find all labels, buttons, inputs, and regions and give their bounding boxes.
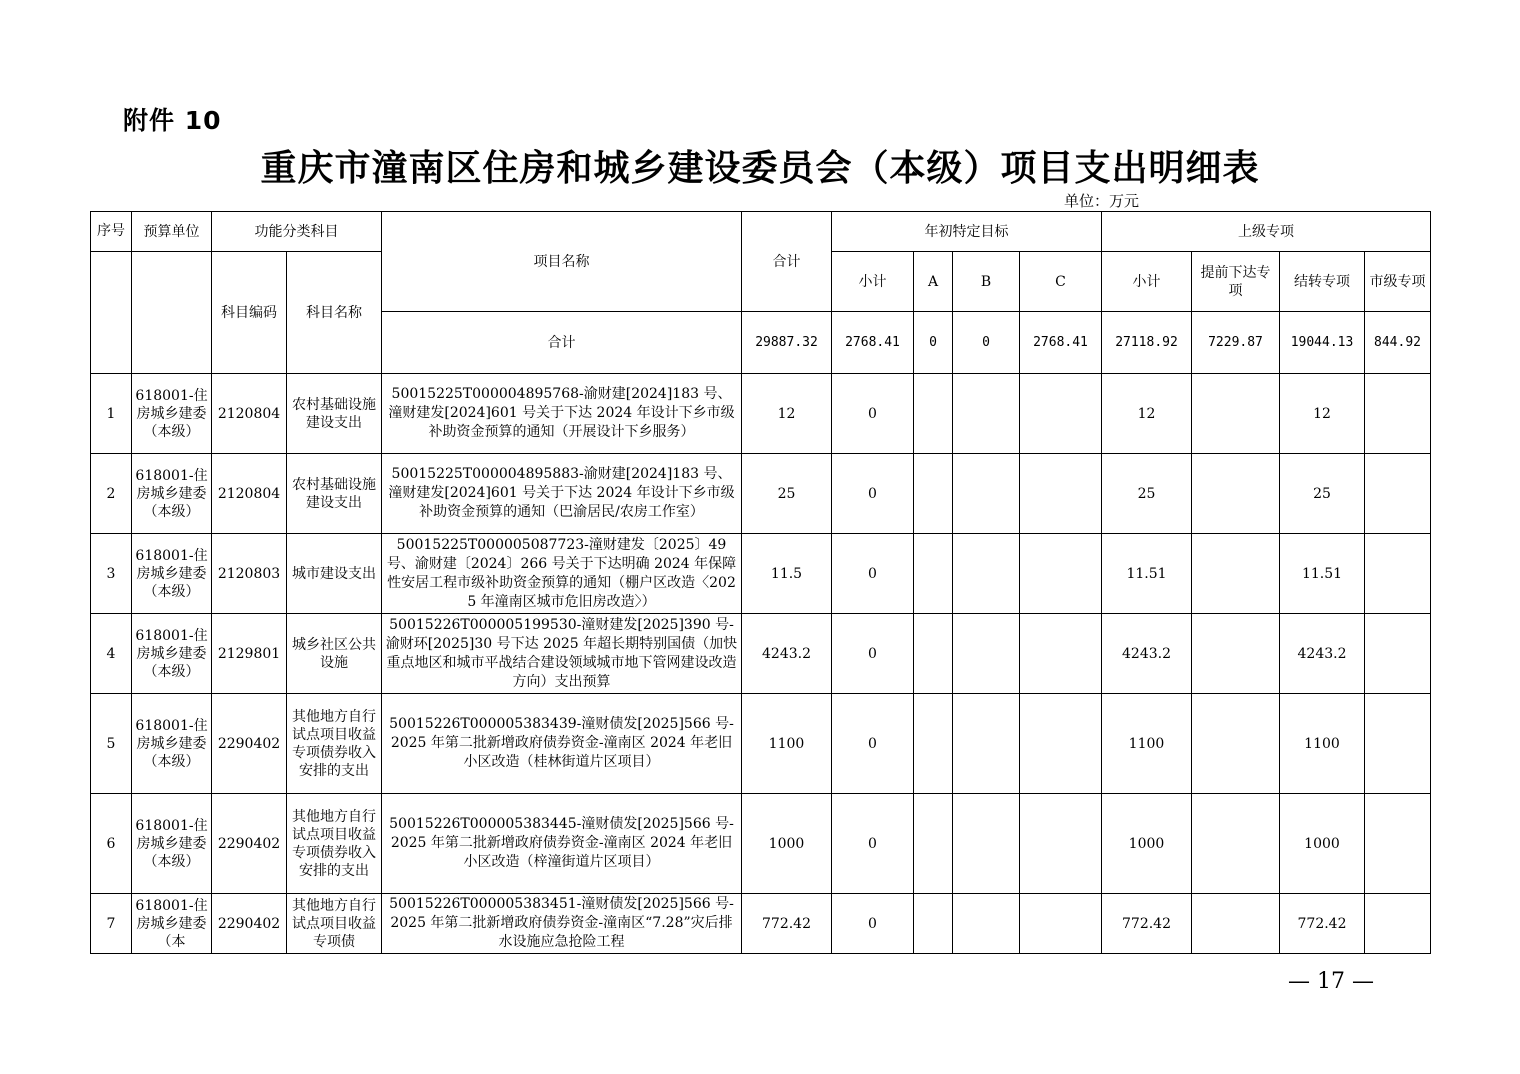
row-target-b (953, 374, 1020, 454)
row-target-c (1020, 534, 1102, 614)
row-subject-name: 城乡社区公共设施 (287, 614, 382, 694)
row-target-a (914, 534, 953, 614)
row-subject-name: 农村基础设施建设支出 (287, 454, 382, 534)
row-target-a (914, 894, 953, 954)
table-row (91, 694, 1431, 794)
row-budget-unit: 618001-住房城乡建委（本级） (132, 694, 212, 794)
row-total: 1100 (742, 694, 832, 794)
row-target-c (1020, 374, 1102, 454)
row-subject-name: 城市建设支出 (287, 534, 382, 614)
col-header-subject-name: 科目名称 (287, 252, 382, 374)
row-subject-code: 2129801 (212, 614, 287, 694)
row-special-advance (1192, 614, 1280, 694)
col-header-target-b: B (953, 252, 1020, 312)
total-special-carry: 19044.13 (1280, 312, 1365, 374)
row-target-c (1020, 454, 1102, 534)
row-target-b (953, 534, 1020, 614)
row-seq: 2 (91, 454, 132, 534)
row-subject-code: 2120804 (212, 454, 287, 534)
total-target-a: 0 (914, 312, 953, 374)
row-special-carry: 1100 (1280, 694, 1365, 794)
row-seq: 6 (91, 794, 132, 894)
row-special-city (1365, 454, 1431, 534)
row-target-c (1020, 894, 1102, 954)
table-row (91, 534, 1431, 614)
blank-cell (132, 252, 212, 374)
row-target-subtotal: 0 (832, 534, 914, 614)
total-special-city: 844.92 (1365, 312, 1431, 374)
row-total: 772.42 (742, 894, 832, 954)
unit-label: 单位：万元 (1064, 192, 1140, 210)
row-total: 25 (742, 454, 832, 534)
row-special-city (1365, 794, 1431, 894)
row-special-carry: 1000 (1280, 794, 1365, 894)
row-target-subtotal: 0 (832, 694, 914, 794)
page-title: 重庆市潼南区住房和城乡建设委员会（本级）项目支出明细表 (260, 148, 1260, 189)
total-target-b: 0 (953, 312, 1020, 374)
row-target-b (953, 894, 1020, 954)
col-header-func-class: 功能分类科目 (212, 212, 382, 252)
total-target-subtotal: 2768.41 (832, 312, 914, 374)
row-special-subtotal: 25 (1102, 454, 1192, 534)
row-budget-unit: 618001-住房城乡建委（本级） (132, 454, 212, 534)
row-project-name: 50015226T000005199530-潼财建发[2025]390 号-渝财环[2025]30 号下达 2025 年超长期特别国债（加快重点地区和城市平战结合建设领域城市地下管网建设改造方向）支出预算 (382, 614, 742, 694)
row-special-city (1365, 374, 1431, 454)
blank-cell (91, 252, 132, 374)
row-seq: 4 (91, 614, 132, 694)
col-header-total: 合计 (742, 212, 832, 312)
expenditure-table (90, 211, 1431, 954)
row-target-a (914, 694, 953, 794)
header-row-1 (91, 212, 1431, 252)
col-header-target-group: 年初特定目标 (832, 212, 1102, 252)
row-subject-name: 农村基础设施建设支出 (287, 374, 382, 454)
row-special-city (1365, 694, 1431, 794)
row-target-b (953, 794, 1020, 894)
row-special-advance (1192, 534, 1280, 614)
row-subject-name: 其他地方自行试点项目收益专项债 (287, 894, 382, 954)
row-subject-code: 2120804 (212, 374, 287, 454)
row-project-name: 50015225T000004895883-渝财建[2024]183 号、潼财建发[2024]601 号关于下达 2024 年设计下乡市级补助资金预算的通知（巴渝居民/农房工作室） (382, 454, 742, 534)
row-target-a (914, 614, 953, 694)
row-total: 4243.2 (742, 614, 832, 694)
row-target-subtotal: 0 (832, 374, 914, 454)
row-special-subtotal: 1000 (1102, 794, 1192, 894)
row-special-carry: 25 (1280, 454, 1365, 534)
row-target-c (1020, 794, 1102, 894)
row-budget-unit: 618001-住房城乡建委（本级） (132, 794, 212, 894)
row-special-advance (1192, 454, 1280, 534)
row-target-c (1020, 694, 1102, 794)
row-project-name: 50015226T000005383445-潼财债发[2025]566 号-2025 年第二批新增政府债券资金-潼南区 2024 年老旧小区改造（梓潼街道片区项目） (382, 794, 742, 894)
row-project-name: 50015225T000005087723-潼财建发〔2025〕49 号、渝财建〔2024〕266 号关于下达明确 2024 年保障性安居工程市级补助资金预算的通知（棚户区改造〈2025 年潼南区城市危旧房改造〉） (382, 534, 742, 614)
row-subject-code: 2290402 (212, 794, 287, 894)
row-special-carry: 11.51 (1280, 534, 1365, 614)
attachment-label: 附件 10 (123, 106, 222, 135)
row-special-subtotal: 1100 (1102, 694, 1192, 794)
row-target-subtotal: 0 (832, 614, 914, 694)
col-header-seq: 序号 (91, 212, 132, 252)
col-header-special-advance: 提前下达专项 (1192, 252, 1280, 312)
col-header-budget-unit: 预算单位 (132, 212, 212, 252)
row-seq: 1 (91, 374, 132, 454)
table-row (91, 374, 1431, 454)
page-number: — 17 — (1288, 969, 1374, 994)
row-special-carry: 772.42 (1280, 894, 1365, 954)
row-subject-code: 2120803 (212, 534, 287, 614)
row-special-advance (1192, 374, 1280, 454)
row-special-carry: 12 (1280, 374, 1365, 454)
total-special-subtotal: 27118.92 (1102, 312, 1192, 374)
row-special-subtotal: 4243.2 (1102, 614, 1192, 694)
row-target-a (914, 794, 953, 894)
col-header-target-c: C (1020, 252, 1102, 312)
row-total: 12 (742, 374, 832, 454)
row-subject-code: 2290402 (212, 894, 287, 954)
row-target-c (1020, 614, 1102, 694)
row-project-name: 50015226T000005383439-潼财债发[2025]566 号-2025 年第二批新增政府债券资金-潼南区 2024 年老旧小区改造（桂林街道片区项目） (382, 694, 742, 794)
row-target-b (953, 454, 1020, 534)
row-subject-name: 其他地方自行试点项目收益专项债券收入安排的支出 (287, 694, 382, 794)
row-budget-unit: 618001-住房城乡建委（本 (132, 894, 212, 954)
row-target-a (914, 374, 953, 454)
row-seq: 5 (91, 694, 132, 794)
row-budget-unit: 618001-住房城乡建委（本级） (132, 374, 212, 454)
col-header-target-a: A (914, 252, 953, 312)
row-special-subtotal: 11.51 (1102, 534, 1192, 614)
row-project-name: 50015225T000004895768-渝财建[2024]183 号、潼财建发[2024]601 号关于下达 2024 年设计下乡市级补助资金预算的通知（开展设计下乡服务） (382, 374, 742, 454)
row-special-carry: 4243.2 (1280, 614, 1365, 694)
row-special-subtotal: 772.42 (1102, 894, 1192, 954)
row-special-city (1365, 614, 1431, 694)
row-special-city (1365, 894, 1431, 954)
table-row (91, 894, 1431, 954)
row-seq: 3 (91, 534, 132, 614)
total-label: 合计 (382, 312, 742, 374)
row-target-subtotal: 0 (832, 894, 914, 954)
row-total: 11.5 (742, 534, 832, 614)
row-special-advance (1192, 694, 1280, 794)
row-seq: 7 (91, 894, 132, 954)
col-header-target-subtotal: 小计 (832, 252, 914, 312)
col-header-project-name: 项目名称 (382, 212, 742, 312)
row-special-advance (1192, 794, 1280, 894)
total-special-advance: 7229.87 (1192, 312, 1280, 374)
row-subject-code: 2290402 (212, 694, 287, 794)
total-amount: 29887.32 (742, 312, 832, 374)
total-target-c: 2768.41 (1020, 312, 1102, 374)
row-total: 1000 (742, 794, 832, 894)
row-project-name: 50015226T000005383451-潼财债发[2025]566 号-2025 年第二批新增政府债券资金-潼南区“7.28”灾后排水设施应急抢险工程 (382, 894, 742, 954)
col-header-subject-code: 科目编码 (212, 252, 287, 374)
col-header-special-carry: 结转专项 (1280, 252, 1365, 312)
row-subject-name: 其他地方自行试点项目收益专项债券收入安排的支出 (287, 794, 382, 894)
row-budget-unit: 618001-住房城乡建委（本级） (132, 614, 212, 694)
row-target-b (953, 694, 1020, 794)
table-row (91, 614, 1431, 694)
table-row (91, 794, 1431, 894)
row-special-subtotal: 12 (1102, 374, 1192, 454)
row-target-b (953, 614, 1020, 694)
row-special-city (1365, 534, 1431, 614)
row-target-subtotal: 0 (832, 794, 914, 894)
row-target-a (914, 454, 953, 534)
table-row (91, 454, 1431, 534)
col-header-special-group: 上级专项 (1102, 212, 1431, 252)
row-budget-unit: 618001-住房城乡建委（本级） (132, 534, 212, 614)
row-special-advance (1192, 894, 1280, 954)
col-header-special-subtotal: 小计 (1102, 252, 1192, 312)
col-header-special-city: 市级专项 (1365, 252, 1431, 312)
table-body (91, 212, 1431, 954)
row-target-subtotal: 0 (832, 454, 914, 534)
